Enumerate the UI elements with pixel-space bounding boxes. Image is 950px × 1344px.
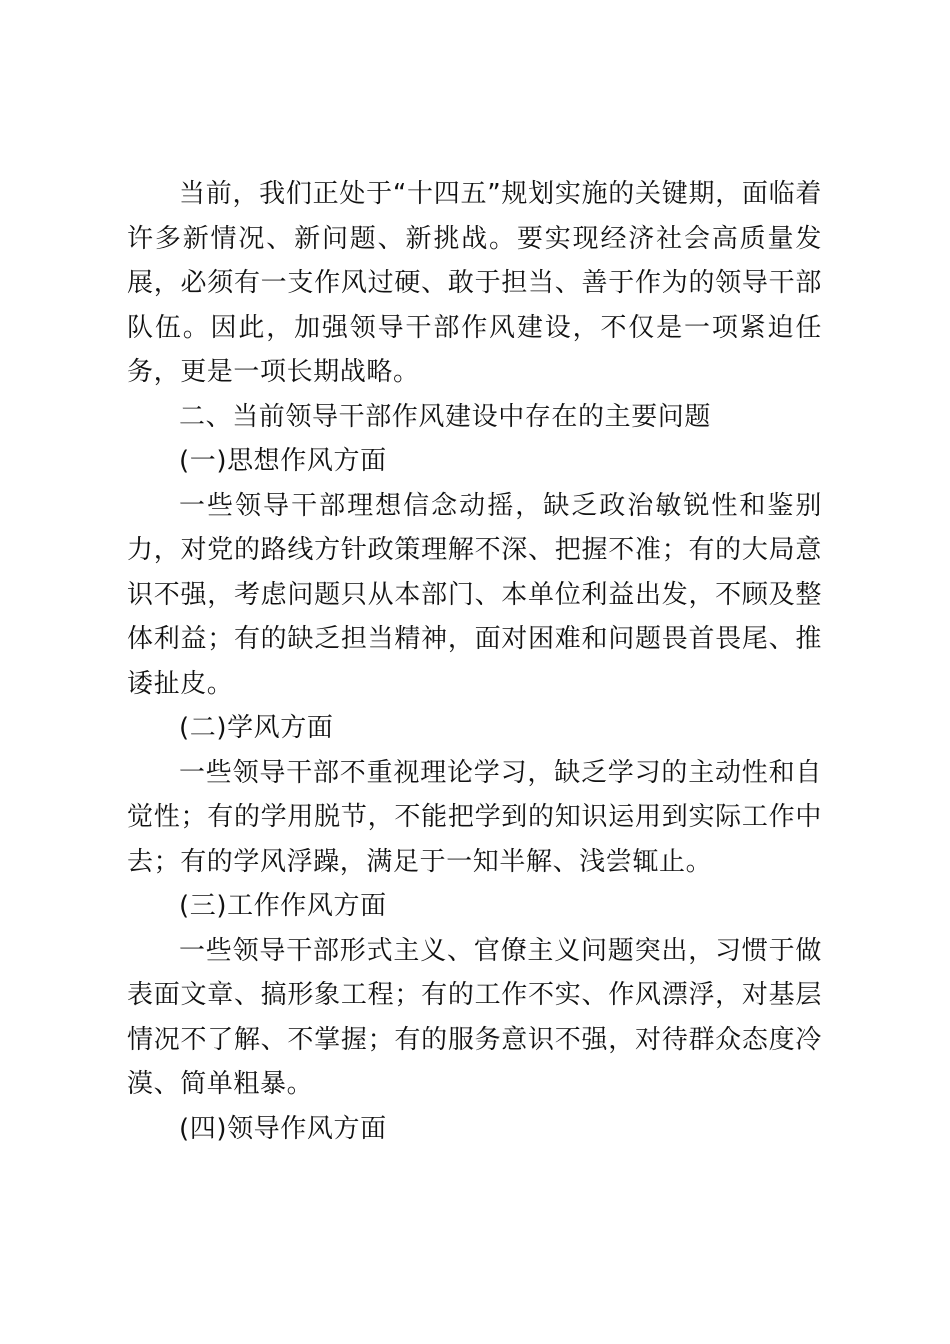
document-body — [127, 172, 822, 1151]
paragraph-work-style: 一些领导干部形式主义、官僚主义问题突出，习惯于做表面文章、搞形象工程；有的工作不实、作风漂浮，对基层情况不了解、不掌握；有的服务意识不强，对待群众态度冷漠、简单粗暴。 — [127, 935, 822, 1099]
subheading-study-style: (二)学风方面 — [179, 713, 334, 743]
intro-paragraph: 当前，我们正处于“十四五”规划实施的关键期，面临着许多新情况、新问题、新挑战。要实现经济社会高质量发展，必须有一支作风过硬、敢于担当、善于作为的领导干部队伍。因此，加强领导干部作风建设，不仅是一项紧迫任务，更是一项长期战略。 — [127, 179, 822, 387]
subheading-work-style: (三)工作作风方面 — [179, 891, 387, 921]
paragraph-study-style: 一些领导干部不重视理论学习，缺乏学习的主动性和自觉性；有的学用脱节，不能把学到的知识运用到实际工作中去；有的学风浮躁，满足于一知半解、浅尝辄止。 — [127, 757, 822, 877]
subheading-ideological-style: (一)思想作风方面 — [179, 446, 387, 476]
paragraph-ideological-style: 一些领导干部理想信念动摇，缺乏政治敏锐性和鉴别力，对党的路线方针政策理解不深、把握不准；有的大局意识不强，考虑问题只从本部门、本单位利益出发，不顾及整体利益；有的缺乏担当精神，面对困难和问题畏首畏尾、推诿扯皮。 — [127, 490, 822, 699]
subheading-leadership-style: (四)领导作风方面 — [179, 1113, 387, 1144]
section-heading-problems: 二、当前领导干部作风建设中存在的主要问题 — [179, 401, 712, 432]
